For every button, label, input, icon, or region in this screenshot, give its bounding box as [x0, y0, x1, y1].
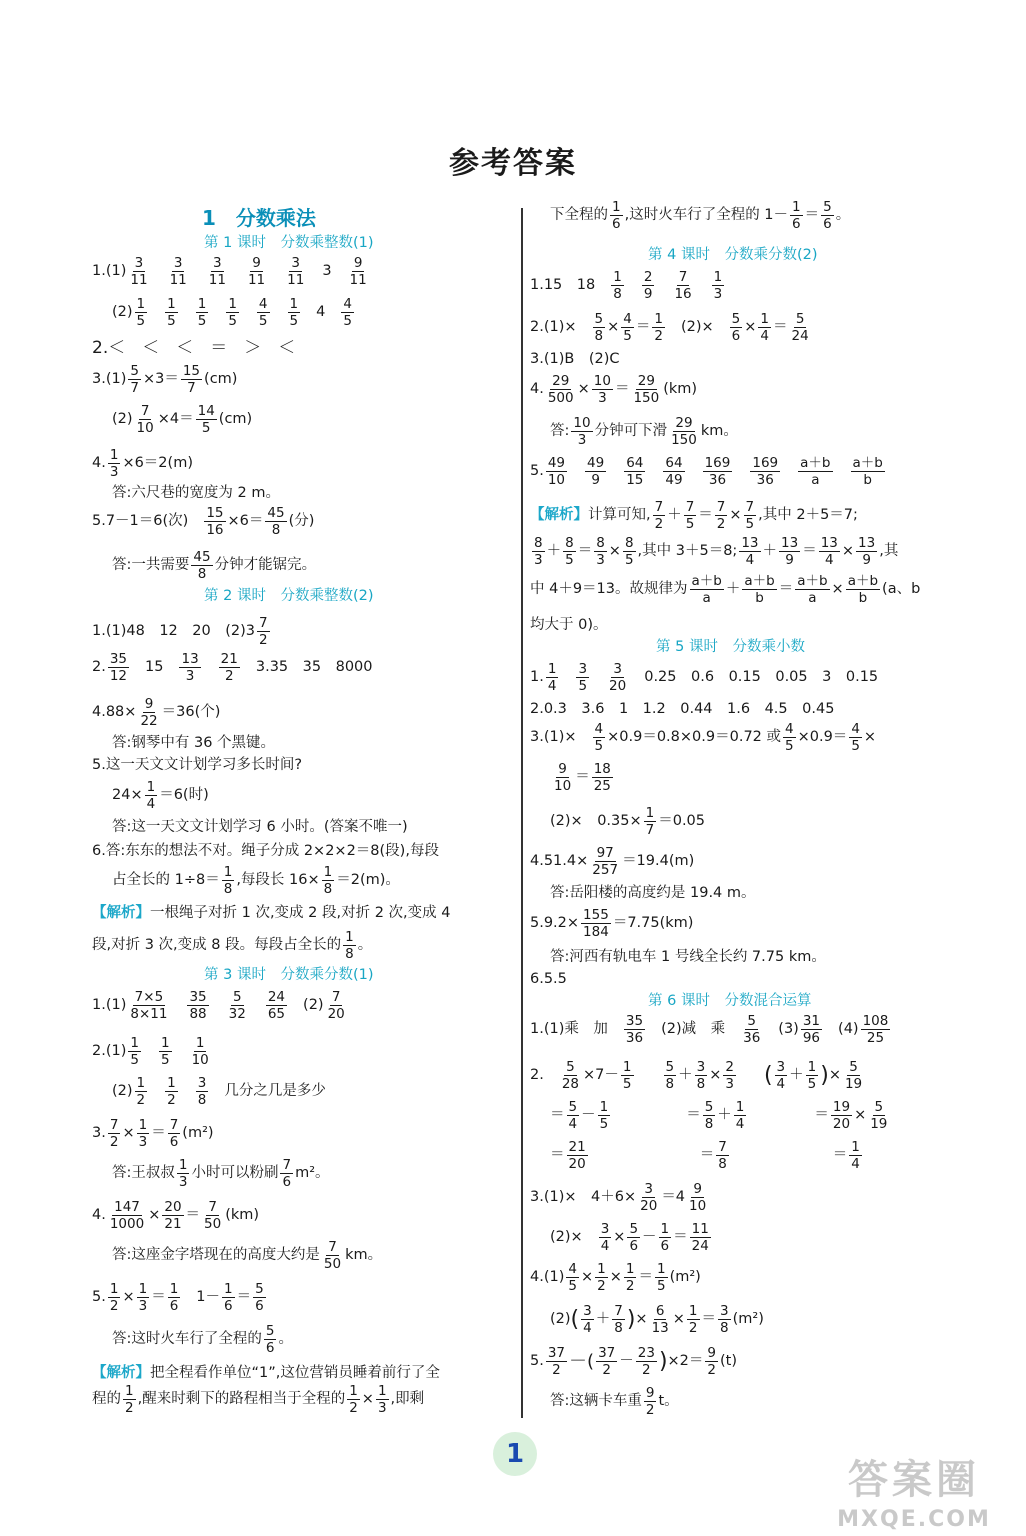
answer-line: 答:王叔叔 1 3 小时可以粉刷 7 6 m²。 — [112, 1157, 330, 1191]
answer-line: 5.这一天文文计划学习多长时间? — [92, 757, 303, 773]
answer-line: 6.5.5 — [530, 971, 567, 987]
answer-line: 1.15 18 1 8 2 9 7 16 1 3 — [530, 269, 723, 303]
analysis-line: 8 3 ＋ 8 5 ＝ $\frac{8}{3}$ × $\frac{8}{5}$ ,其中 3＋5＝8; 13 4 ＋ 13 9 ＝ $\frac{13}{4}$ × $\frac{13}{9}$ ,其 — [534, 535, 899, 569]
answer-line: 9 10 ＝ 18 25 — [554, 761, 611, 795]
fraction: 3 11 — [287, 255, 305, 289]
answer-line: 4.(1) $\frac{4}{5}$ × $\frac{1}{2}$ × $\frac{1}{2}$ ＝ 1 5 (m²) — [530, 1261, 701, 1295]
lesson-title: 第 1 课时 分数乘整数(1) — [204, 235, 374, 251]
answer-line: 3.(1)× $\frac{4}{5}$ ×0.9＝0.8×0.9＝0.72 或 $\frac{4}{5}$ ×0.9＝ $\frac{4}{5}$ × — [530, 721, 877, 755]
watermark: 答案圈 MXQE.COM — [837, 1457, 991, 1532]
answer-line: 3.(1) $\frac{5}{7}$ ×3＝ 15 7 (cm) — [92, 363, 238, 397]
answer-line: 2.(1)× $\frac{5}{8}$ × $\frac{4}{5}$ ＝ 1 2 (2)× $\frac{5}{6}$ × $\frac{1}{4}$ ＝ 5 24 — [530, 311, 809, 345]
fraction: 1 5 — [228, 296, 237, 330]
answer-line: 5.9.2× $\frac{155}{184}$ ＝7.75(km) — [530, 907, 694, 941]
answer-line: 4. $\frac{29}{500}$ × $\frac{10}{3}$ ＝ 29 150 (km) — [530, 373, 698, 407]
answer-line: 4. $\frac{147}{1000}$ × $\frac{20}{21}$ ＝ 7 50 (km) — [92, 1199, 260, 1233]
answer-line: 5. 49 10 49 9 64 15 64 49 169 36 169 36 a＋b a a＋b b — [530, 455, 883, 489]
answer-line: 1.(1)乘 加 35 36 (2)减 乘 5 36 (3) 31 96 (4) 108 25 — [530, 1013, 889, 1047]
analysis-line: 【解析】 计算可知, 7 2 ＋ 7 5 ＝ $\frac{7}{2}$ × $\frac{7}{5}$ ,其中 2＋5＝7; — [530, 499, 858, 533]
fraction: 1 5 — [197, 296, 207, 330]
answer-line: 3. $\frac{7}{2}$ × $\frac{1}{3}$ ＝ 7 6 (m²) — [92, 1117, 214, 1151]
answer-line: 2. 35 12 15 13 3 21 2 3.35 35 8000 — [92, 651, 373, 685]
answer-line: 答:一共需要 45 8 分钟才能锯完。 — [112, 549, 317, 583]
answer-line: ＝ 21 20 ＝ 7 8 ＝ 1 4 — [550, 1139, 860, 1173]
answer-line: 6.答:东东的想法不对。绳子分成 2×2×2＝8(段),每段 — [92, 843, 439, 859]
answer-line: 5. 37 2 －( 37 2 － 23 2 ) ×2＝ 9 2 (t) — [530, 1345, 737, 1379]
answer-line: 答:这座金字塔现在的高度大约是 7 50 km。 — [112, 1239, 383, 1273]
answer-line: 答:这时火车行了全程的 5 6 。 — [112, 1323, 293, 1357]
fraction: 1 5 — [136, 296, 146, 330]
lesson-title: 第 3 课时 分数乘分数(1) — [204, 967, 374, 983]
answer-line: 1.(1)48 12 20 (2)3 7 2 — [92, 615, 268, 649]
answer-line: 5.7－1＝6(次) $\frac{15}{16}$ ×6＝ 45 8 (分) — [92, 505, 315, 539]
answer-line: 5. $\frac{1}{2}$ × $\frac{1}{3}$ ＝ 1 6 1－ 1 6 ＝ 5 6 — [92, 1281, 264, 1315]
section-title: 1 分数乘法 — [202, 206, 316, 230]
lesson-title: 第 4 课时 分数乘分数(2) — [648, 247, 818, 263]
fraction: 1 5 — [167, 296, 176, 330]
answer-line: 4. $\frac{1}{3}$ ×6＝2(m) — [92, 447, 193, 481]
answer-line: 1. 1 4 3 5 3 20 0.25 0.6 0.15 0.05 3 0.15 — [530, 661, 879, 695]
analysis-line: 程的 1 2 ,醒来时剩下的路程相当于全程的 $\frac{1}{2}$ × $\frac{1}{3}$ ,即剩 — [92, 1383, 425, 1417]
answer-line: 答:河西有轨电车 1 号线全长约 7.75 km。 — [550, 949, 826, 965]
answer-line: (2) $\frac{7}{10}$ ×4＝ 14 5 (cm) — [112, 403, 253, 437]
fraction: 4 5 — [258, 296, 268, 330]
answer-line: 2.0.3 3.6 1 1.2 0.44 1.6 4.5 0.45 — [530, 701, 835, 717]
answer-line: 答:这辆卡车重 9 2 t。 — [550, 1385, 679, 1419]
answer-line: 3.(1)B (2)C — [530, 351, 620, 367]
lesson-title: 第 2 课时 分数乘整数(2) — [204, 588, 374, 604]
answer-line: (2) 1 5 1 5 1 5 1 5 4 5 1 5 4 4 5 — [112, 296, 352, 330]
analysis-line: 均大于 0)。 — [530, 617, 608, 633]
fraction: 3 11 — [208, 255, 226, 289]
answer-line: 1.(1) 3 11 3 11 3 11 9 11 3 11 3 9 11 — [92, 255, 367, 289]
answer-line: 占全长的 1÷8＝ 1 8 ,每段长 16× $\frac{1}{8}$ ＝2(m)。 — [112, 864, 400, 898]
answer-line: 答: 10 3 分钟可下滑 29 150 km。 — [550, 415, 738, 449]
answer-line: 答:岳阳楼的高度约是 19.4 m。 — [550, 885, 756, 901]
analysis-line: 中 4＋9＝13。故规律为 a＋b a ＋ a＋b b ＝ $\frac{a+b}{a}$ × $\frac{a+b}{b}$ (a、b — [530, 573, 921, 607]
lesson-title: 第 6 课时 分数混合运算 — [648, 993, 812, 1009]
fraction: 9 11 — [247, 255, 266, 289]
answer-line: 2.＜ ＜ ＜ ＝ ＞ ＜ — [92, 338, 296, 358]
answer-line: (2) 1 2 1 2 3 8 几分之几是多少 — [112, 1075, 326, 1109]
analysis-line: 【解析】 把全程看作单位“1”,这位营销员睡着前行了全 — [92, 1365, 440, 1381]
answer-line: 2.(1) 1 5 1 5 1 10 — [92, 1035, 209, 1069]
answer-line: (2) ( 3 4 ＋ 7 8 ) × $\frac{6}{13}$ × $\frac{1}{2}$ ＝ 3 8 (m²) — [550, 1303, 764, 1337]
answer-line: 答:六尺巷的宽度为 2 m。 — [112, 485, 280, 501]
answer-line: 2. $\frac{5}{28}$ ×7－ 1 5 5 8 ＋ $\frac{3}{8}$ × $\frac{2}{3}$ ( 3 4 ＋ 1 5 ) × $\frac{5}{19}$ — [530, 1059, 863, 1093]
answer-line: ＝ 5 4 － 1 5 ＝ 5 8 ＋ 1 4 ＝ $\frac{19}{20}$ × $\frac{5}{19}$ — [550, 1099, 888, 1133]
column-divider — [521, 208, 523, 1418]
page-title: 参考答案 — [449, 146, 577, 181]
lesson-title: 第 5 课时 分数乘小数 — [656, 639, 805, 655]
answer-line: 4.88× $\frac{9}{22}$ ＝36(个) — [92, 696, 221, 730]
answer-line: 答:钢琴中有 36 个黑键。 — [112, 735, 276, 751]
page-number: 1 — [493, 1432, 537, 1476]
analysis-line: 段,对折 3 次,变成 8 段。每段占全长的 1 8 。 — [92, 929, 373, 963]
answer-line: 24× $\frac{1}{4}$ ＝6(时) — [112, 779, 209, 813]
fraction: 3 11 — [130, 255, 148, 289]
answer-line: 4.51.4× $\frac{97}{257}$ ＝19.4(m) — [530, 845, 695, 879]
answer-line: 3.(1)× 4＋6× $\frac{3}{20}$ ＝4 9 10 — [530, 1181, 707, 1215]
answer-line: (2)× 0.35× $\frac{1}{7}$ ＝0.05 — [550, 805, 706, 839]
answer-line: 下全程的 1 6 ,这时火车行了全程的 1－ 1 6 ＝ 5 6 。 — [550, 199, 851, 233]
analysis-line: 【解析】 一根绳子对折 1 次,变成 2 段,对折 2 次,变成 4 — [92, 905, 451, 921]
fraction: 9 11 — [349, 255, 367, 289]
fraction: 3 11 — [169, 255, 187, 289]
answer-line: 答:这一天文文计划学习 6 小时。(答案不唯一) — [112, 819, 408, 835]
fraction: 4 5 — [343, 296, 352, 330]
answer-line: 1.(1) 7×5 8×11 35 88 5 32 24 65 (2) 7 20 — [92, 989, 345, 1023]
answer-line: (2)× $\frac{3}{4}$ × $\frac{5}{6}$ － 1 6 ＝ 11 24 — [550, 1221, 709, 1255]
fraction: 1 5 — [289, 296, 299, 330]
